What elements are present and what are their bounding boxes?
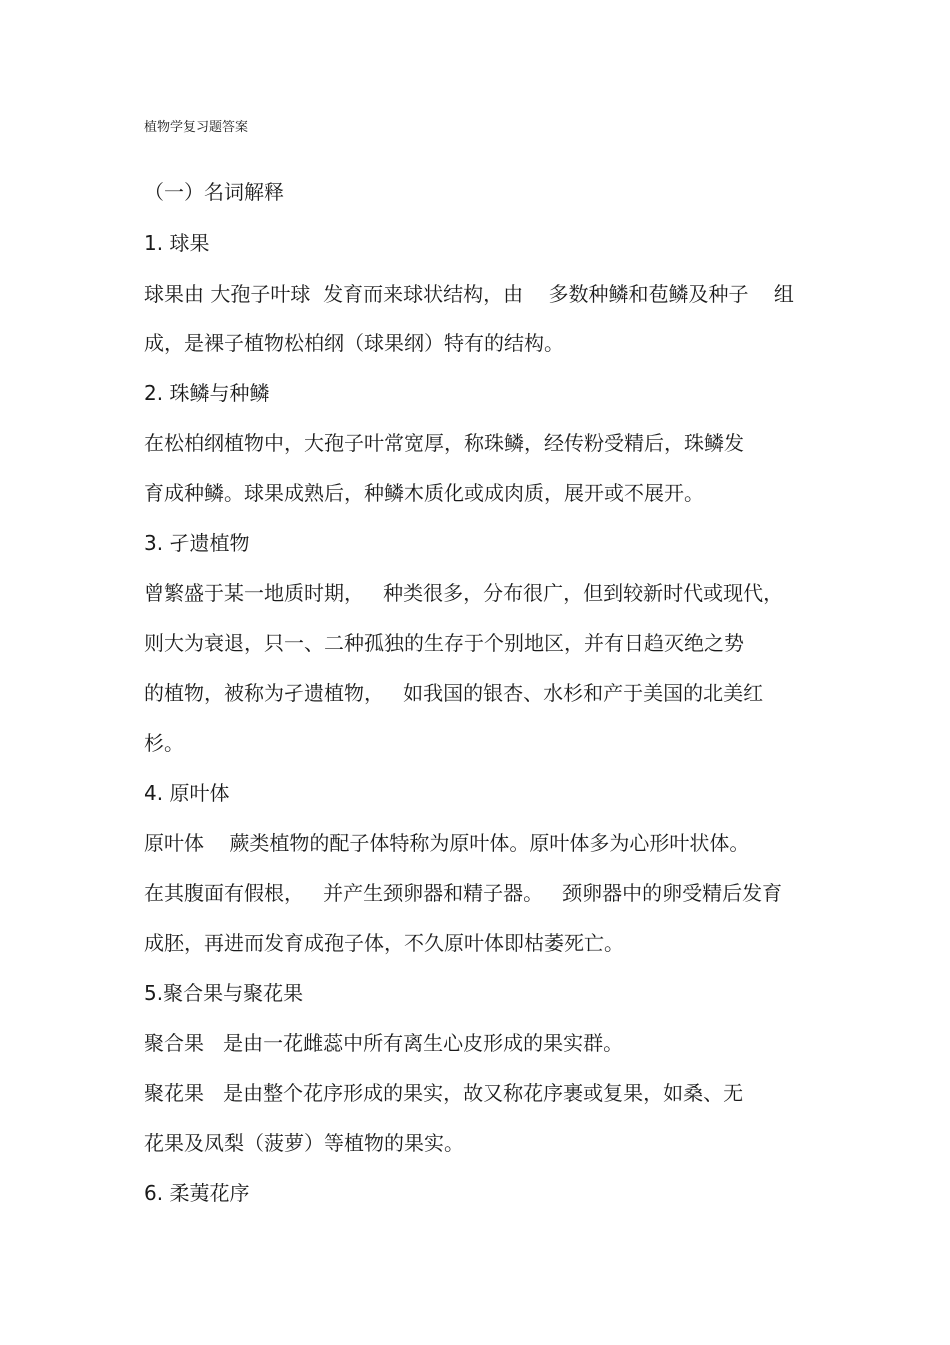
definition-line: 成胚，再进而发育成孢子体，不久原叶体即枯萎死亡。 bbox=[144, 931, 624, 955]
definition-line: 的植物，被称为孑遗植物， 如我国的银杏、水杉和产于美国的北美红 bbox=[144, 681, 764, 705]
term-heading-1: 1. 球果 bbox=[144, 231, 210, 255]
definition-line: 曾繁盛于某一地质时期， 种类很多，分布很广，但到较新时代或现代， bbox=[144, 581, 784, 605]
definition-line: 原叶体 蕨类植物的配子体特称为原叶体。原叶体多为心形叶状体。 bbox=[144, 831, 750, 855]
definition-line: 则大为衰退，只一、二种孤独的生存于个别地区，并有日趋灭绝之势 bbox=[144, 631, 744, 655]
definition-line: 聚合果 是由一花雌蕊中所有离生心皮形成的果实群。 bbox=[144, 1031, 624, 1055]
section-heading: （一）名词解释 bbox=[144, 180, 284, 204]
term-heading-4: 4. 原叶体 bbox=[144, 781, 230, 805]
document-title: 植物学复习题答案 bbox=[144, 120, 249, 135]
definition-line: 杉。 bbox=[144, 731, 184, 755]
definition-line: 成，是裸子植物松柏纲（球果纲）特有的结构。 bbox=[144, 331, 564, 355]
term-heading-6: 6. 柔荑花序 bbox=[144, 1181, 250, 1205]
definition-line: 在松柏纲植物中，大孢子叶常宽厚，称珠鳞，经传粉受精后，珠鳞发 bbox=[144, 431, 744, 455]
definition-line: 花果及凤梨（菠萝）等植物的果实。 bbox=[144, 1131, 464, 1155]
definition-line: 在其腹面有假根， 并产生颈卵器和精子器。 颈卵器中的卵受精后发育 bbox=[144, 881, 783, 905]
term-heading-3: 3. 孑遗植物 bbox=[144, 531, 250, 555]
term-heading-2: 2. 珠鳞与种鳞 bbox=[144, 381, 270, 405]
definition-line: 育成种鳞。球果成熟后，种鳞木质化或成肉质，展开或不展开。 bbox=[144, 481, 704, 505]
definition-line: 球果由 大孢子叶球 发育而来球状结构，由 多数种鳞和苞鳞及种子 组 bbox=[144, 282, 794, 306]
term-heading-5: 5.聚合果与聚花果 bbox=[144, 981, 304, 1005]
definition-line: 聚花果 是由整个花序形成的果实，故又称花序裹或复果，如桑、无 bbox=[144, 1081, 744, 1105]
